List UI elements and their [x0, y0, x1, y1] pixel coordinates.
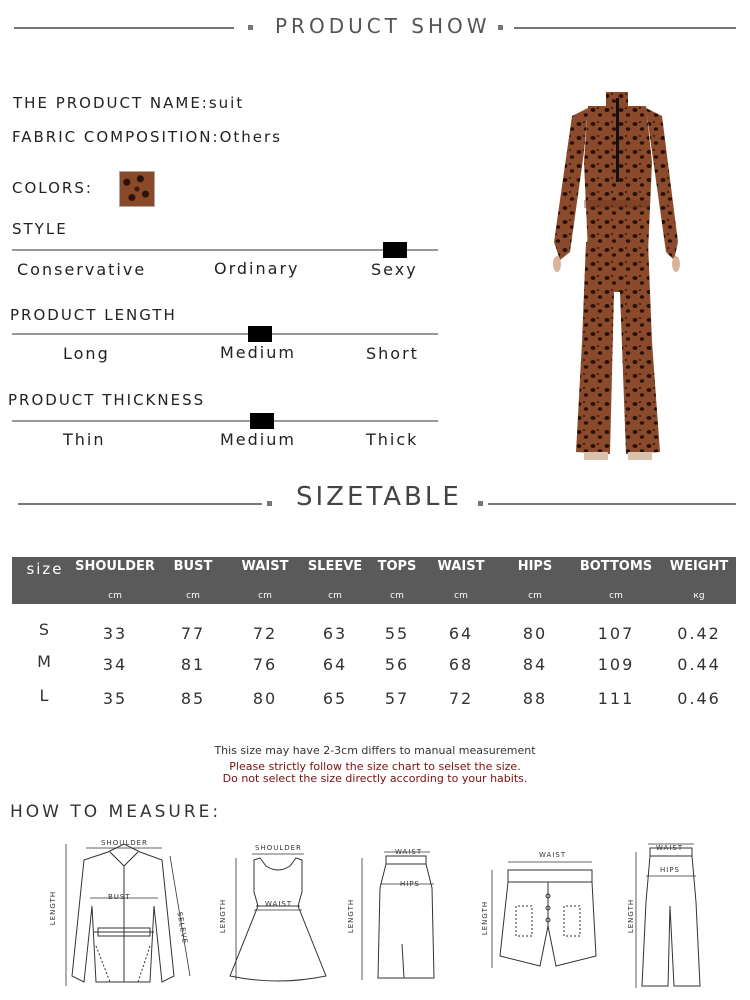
table-cell: 81 [180, 655, 206, 674]
table-row-size: L [39, 686, 51, 705]
skirt-hips-label: HIPS [400, 880, 420, 888]
unit-bust: cm [186, 591, 200, 601]
table-cell: 56 [384, 655, 410, 674]
table-cell: 72 [252, 624, 278, 643]
skirt-diagram [350, 848, 450, 986]
jacket-shoulder-label: SHOULDER [101, 839, 148, 847]
header-bullet-right [498, 25, 503, 30]
pants-length-label: LENGTH [627, 898, 636, 934]
thickness-option-medium: Medium [220, 430, 296, 449]
thickness-option-thin: Thin [63, 430, 106, 449]
table-cell: 64 [322, 655, 348, 674]
table-cell: 0.46 [677, 689, 721, 708]
model-photo [548, 92, 688, 464]
sizetable-divider-right [488, 503, 736, 505]
table-cell: 33 [102, 624, 128, 643]
header-divider-left [14, 27, 234, 29]
thickness-title: PRODUCT THICKNESS [8, 391, 206, 409]
col-header-waist-2: WAIST [437, 559, 485, 574]
col-header-shoulder: SHOULDER [75, 559, 155, 574]
pants-diagram [632, 842, 712, 992]
col-header-tops: TOPS [377, 559, 417, 574]
length-option-short: Short [366, 344, 419, 363]
col-header-bottoms: BOTTOMS [579, 559, 653, 574]
jacket-sleeve-label: SELEVE [175, 911, 189, 945]
col-header-hips: HIPS [517, 559, 553, 574]
header-title: PRODUCT SHOW [275, 14, 491, 38]
table-cell: 85 [180, 689, 206, 708]
dress-shoulder-label: SHOULDER [255, 844, 302, 852]
table-cell: 107 [597, 624, 635, 643]
style-marker [383, 242, 407, 258]
table-cell: 65 [322, 689, 348, 708]
unit-sleeve: cm [328, 591, 342, 601]
skirt-length-label: LENGTH [347, 898, 356, 934]
table-cell: 35 [102, 689, 128, 708]
table-cell: 84 [522, 655, 548, 674]
table-cell: 77 [180, 624, 206, 643]
note-habits: Do not select the size directly according to your habits. [222, 772, 528, 785]
table-cell: 68 [448, 655, 474, 674]
sizetable-bullet-left [267, 501, 272, 506]
col-header-bust: BUST [173, 559, 213, 574]
length-scale-line [12, 333, 438, 335]
sizetable-divider-left [18, 503, 262, 505]
dress-diagram [226, 852, 330, 986]
unit-waist-2: cm [454, 591, 468, 601]
length-option-long: Long [63, 344, 110, 363]
table-cell: 63 [322, 624, 348, 643]
unit-hips: cm [528, 591, 542, 601]
table-cell: 72 [448, 689, 474, 708]
table-row-size: S [38, 620, 52, 639]
skirt-waist-label: WAIST [395, 848, 423, 856]
table-cell: 80 [252, 689, 278, 708]
how-to-measure-title: HOW TO MEASURE: [10, 802, 222, 822]
thickness-option-thick: Thick [366, 430, 419, 449]
unit-weight: кg [693, 591, 705, 601]
table-cell: 76 [252, 655, 278, 674]
size-column-header: size [26, 560, 64, 578]
table-cell: 111 [597, 689, 635, 708]
fabric-label-text: FABRIC COMPOSITION: [12, 128, 220, 146]
header-divider-right [514, 27, 736, 29]
length-title: PRODUCT LENGTH [10, 306, 177, 324]
colors-label: COLORS: [12, 179, 93, 197]
sizetable-bullet-right [478, 501, 483, 506]
shorts-waist-label: WAIST [539, 851, 567, 859]
jacket-length-label: LENGTH [49, 890, 58, 926]
sizetable-title: SIZETABLE [296, 482, 462, 512]
table-cell: 109 [597, 655, 635, 674]
unit-bottoms: cm [609, 591, 623, 601]
table-row-size: M [37, 652, 53, 671]
thickness-scale-line [12, 420, 438, 422]
unit-tops: cm [390, 591, 404, 601]
table-cell: 0.44 [677, 655, 721, 674]
style-title: STYLE [12, 220, 68, 238]
product-name: THE PRODUCT NAME:suit [13, 94, 245, 112]
style-option-ordinary: Ordinary [214, 259, 300, 278]
shorts-diagram [488, 856, 608, 976]
table-cell: 55 [384, 624, 410, 643]
table-cell: 57 [384, 689, 410, 708]
dress-waist-label: WAIST [265, 900, 293, 908]
shorts-length-label: LENGTH [481, 900, 490, 936]
pants-waist-label: WAIST [656, 844, 684, 852]
length-marker [248, 326, 272, 342]
table-cell: 80 [522, 624, 548, 643]
table-cell: 34 [102, 655, 128, 674]
table-cell: 64 [448, 624, 474, 643]
col-header-weight: WEIGHT [669, 559, 729, 574]
header-bullet-left [248, 25, 253, 30]
thickness-marker [250, 413, 274, 429]
col-header-waist: WAIST [241, 559, 289, 574]
dress-length-label: LENGTH [219, 898, 228, 934]
table-cell: 88 [522, 689, 548, 708]
fabric-value: Others [219, 128, 282, 146]
fabric-label [12, 128, 282, 146]
style-scale-line [12, 249, 438, 251]
jacket-bust-label: BUST [108, 893, 131, 901]
unit-shoulder: cm [108, 591, 122, 601]
style-option-conservative: Conservative [17, 260, 147, 279]
note-measurement: This size may have 2-3cm differs to manual measurement [214, 744, 536, 757]
pants-hips-label: HIPS [660, 866, 680, 874]
note-follow-chart: Please strictly follow the size chart to selset the size. [229, 760, 521, 773]
length-option-medium: Medium [220, 343, 296, 362]
col-header-sleeve: SLEEVE [307, 559, 363, 574]
table-cell: 0.42 [677, 624, 721, 643]
unit-waist: cm [258, 591, 272, 601]
color-swatch-leopard[interactable] [119, 171, 155, 207]
style-option-sexy: Sexy [371, 260, 418, 279]
